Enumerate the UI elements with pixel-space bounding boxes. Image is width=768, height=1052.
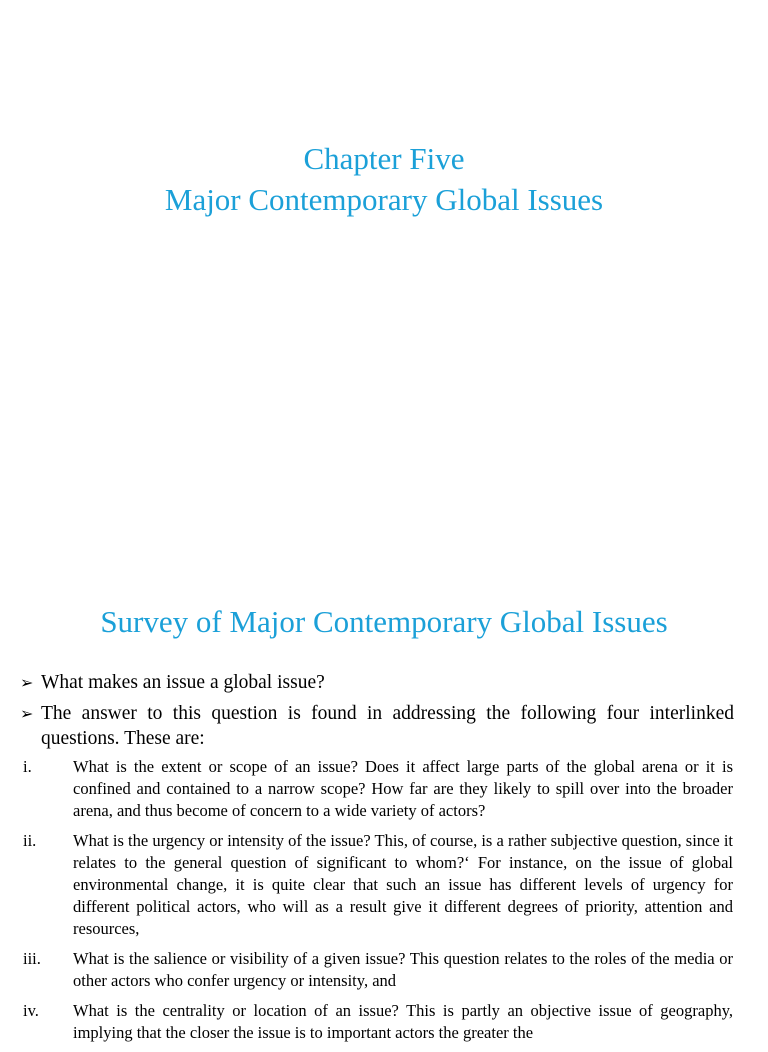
bullet-list	[20, 670, 734, 757]
item-text: What is the extent or scope of an issue? Does it affect large parts of the global arena or it is confined and contained to a narrow scope? How far are they likely to spill over into the broader arena, and thus become of concern to a wide variety of actors?	[73, 757, 733, 820]
item-number: iv.	[23, 1001, 39, 1020]
bullet-item	[20, 670, 734, 695]
item-text: What is the salience or visibility of a given issue? This question relates to the roles of the media or other actors who confer urgency or intensity, and	[73, 949, 733, 990]
bullet-text: The answer to this question is found in addressing the following four interlinked questions. These are:	[41, 703, 734, 749]
chapter-number: Chapter Five	[303, 141, 465, 176]
section-heading: Survey of Major Contemporary Global Issues	[100, 604, 668, 639]
item-text: What is the urgency or intensity of the issue? This, of course, is a rather subjective question, since it relates to the general question of significant to whom?‘ For instance, on the issue of global environmental change, it is quite clear that such an issue has different levels of urgency for different political actors, who will as a result give it different degrees of priority, attention and resources,	[73, 831, 733, 938]
arrow-bullet-icon: ➢	[20, 704, 34, 723]
numbered-list	[23, 756, 733, 1052]
item-number: iii.	[23, 949, 41, 968]
numbered-item	[23, 948, 733, 992]
item-number: ii.	[23, 831, 37, 850]
bullet-item	[20, 701, 734, 751]
chapter-title-block	[0, 138, 768, 220]
numbered-item	[23, 830, 733, 940]
item-text: What is the centrality or location of an issue? This is partly an objective issue of geography, implying that the closer the issue is to important actors the greater the	[73, 1001, 733, 1042]
arrow-bullet-icon: ➢	[20, 673, 34, 692]
bullet-text: What makes an issue a global issue?	[41, 672, 325, 693]
numbered-item	[23, 756, 733, 822]
numbered-item	[23, 1000, 733, 1044]
chapter-title: Major Contemporary Global Issues	[164, 182, 604, 217]
item-number: i.	[23, 757, 32, 776]
